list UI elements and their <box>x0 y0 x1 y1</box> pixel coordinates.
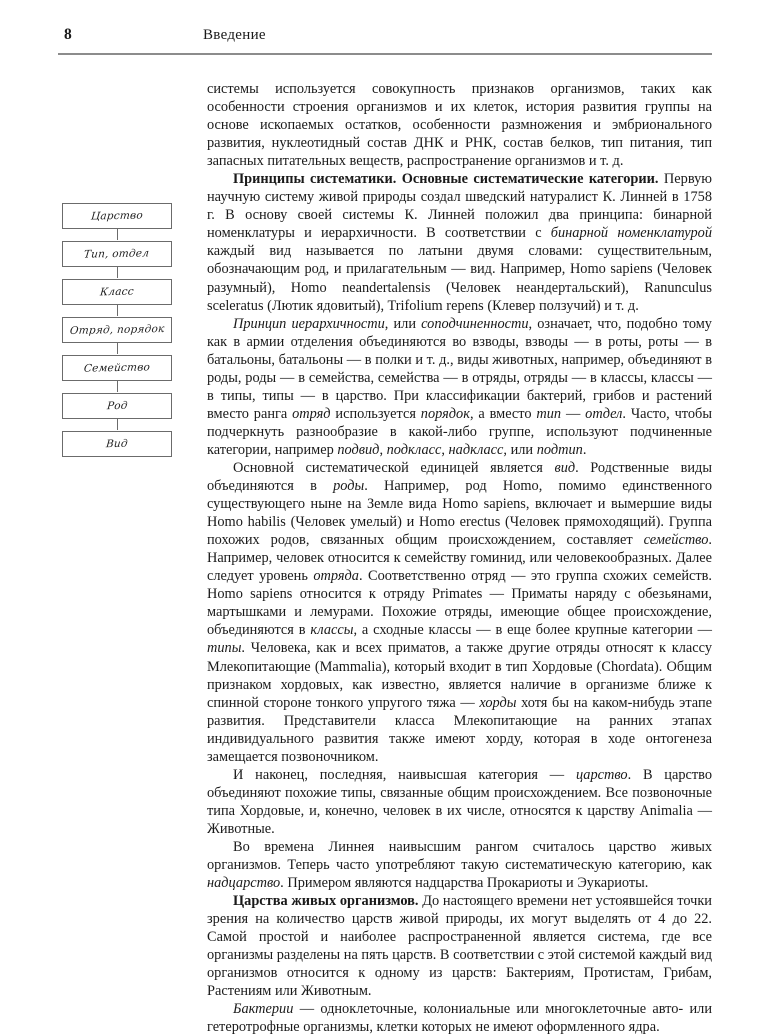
bold-run: Принципы систематики. Основные систематические категории. <box>233 171 659 188</box>
taxonomy-node <box>62 355 172 381</box>
taxonomy-node <box>62 431 172 457</box>
text-run: , или <box>503 441 537 458</box>
taxonomy-node-label: Класс <box>99 285 135 299</box>
page-title: Введение <box>203 27 266 43</box>
italic-run: порядок <box>420 405 470 422</box>
italic-run: классы <box>310 622 354 639</box>
taxonomy-connector-line <box>117 228 118 240</box>
bold-run: Царства живых организмов. <box>233 893 419 910</box>
text-run: . Например, человек относится к семейству гоминид, или человекообразных. Далее следует уровень <box>207 532 712 585</box>
text-run: . Соответственно отряд — это группа схожих семейств. Homo sapiens относится к отряду Primates — Приматы наряду с обезьянами, мартышками и лемурами. Похожие отряды, имеющие общее происхождение, объединяются в <box>207 568 712 639</box>
italic-run: Принцип иерархичности <box>233 315 385 332</box>
body-paragraph <box>207 315 712 459</box>
text-run: Первую научную систему живой природы создал шведский натуралист К. Линней в 1758 г. В основу своей системы К. Линней положил два принципа: бинарной номенклатуры и иерархичности. В соответствии с <box>207 171 712 242</box>
italic-run: подтип <box>536 441 583 458</box>
body-paragraph <box>207 170 712 314</box>
body-paragraph <box>207 459 712 766</box>
italic-run: семейство <box>643 532 709 549</box>
taxonomy-node <box>62 279 172 305</box>
text-run: . Примером являются надцарства Прокариоты и Эукариоты. <box>280 875 649 892</box>
header-divider <box>58 53 712 55</box>
text-run: — <box>561 405 586 422</box>
italic-run: отряд <box>292 405 331 422</box>
italic-run: надкласс <box>448 441 504 458</box>
italic-run: Бактерии <box>233 1001 294 1018</box>
taxonomy-connector-line <box>117 380 118 392</box>
italic-run: роды <box>333 478 365 495</box>
taxonomy-hierarchy-diagram <box>62 203 174 457</box>
text-run: , <box>441 441 449 458</box>
taxonomy-node-label: Семейство <box>83 361 151 375</box>
text-run: . <box>582 441 587 458</box>
body-paragraph <box>207 892 712 1000</box>
text-run: И наконец, последняя, наивысшая категория — <box>233 766 576 783</box>
text-run: . В царство объединяют похожие типы, связанные общим происхождением. Все позвоночные типа Хордовые, и, конечно, человек в их числе, относятся к царству Animalia — Животные. <box>207 766 713 837</box>
text-run: . Например, род Homo, помимо единственного существующего ныне на Земле вида Homo sapiens, включает и вымершие виды Homo habilis (Человек умелый) и Homo erectus (Человек прямоходящий). Группа похожих родов, связанных общим происхождением, составляет <box>207 478 712 549</box>
text-run: Основной систематической единицей является <box>233 459 555 476</box>
body-paragraph <box>207 838 712 892</box>
italic-run: надцарство <box>207 875 281 892</box>
text-run: До настоящего времени нет устоявшейся точки зрения на количество царств живой природы, их могут выделять от 4 до 22. Самой простой и наиболее распространенной является система, где все организмы разделены на пять царств. В соответствии с этой системой каждый вид организмов относится к одному из царств: Бактериям, Протистам, Грибам, Растениям или Животным. <box>207 893 712 1000</box>
taxonomy-node <box>62 203 172 229</box>
italic-run: хорды <box>479 694 517 711</box>
body-paragraph <box>207 80 712 170</box>
italic-run: подвид <box>337 441 380 458</box>
text-run: , означает, что, подобно тому как в армии отделения объединяются во взводы, взводы — в роты, роты — в батальоны, батальоны — в полки и т. д., виды животных, например, объединяют в роды, роды — в семейства, семейства — в отряды, отряды — в классы, классы — в типы, типы — в царство. При классификации бактерий, грибов и растений вместо ранга <box>207 315 712 422</box>
body-text-column <box>207 80 712 1036</box>
running-head <box>58 26 712 56</box>
text-run: . Человека, как и всех приматов, а также другие отряды относят к классу Млекопитающие (Mammalia), который входит в тип Хордовые (Chordata). Общим признаком хордовых, как известно, является наличие в организме ближе к спинной стороне тонкого упругого тяжа — <box>207 640 712 711</box>
body-paragraph <box>207 766 712 838</box>
taxonomy-node-label: Тип, отдел <box>83 247 151 261</box>
taxonomy-node <box>62 241 172 267</box>
italic-run: царство <box>575 766 628 783</box>
text-run: хотя бы на каком-нибудь этапе развития. Представители класса Млекопитающие на ранних этапах индивидуального развития также имеют хорду, которая в ходе онтогенеза замещается позвоночником. <box>207 694 712 765</box>
taxonomy-connector-line <box>117 304 118 316</box>
taxonomy-node <box>62 393 172 419</box>
body-paragraph <box>207 1000 712 1036</box>
italic-run: бинарной номенклатурой <box>550 225 712 242</box>
italic-run: соподчиненности <box>421 315 529 332</box>
text-run: каждый вид называется по латыни двумя словами: существительным, обозначающим род, и прилагательным — вид. Например, Homo sapiens (Человек разумный), Homo neandertalensis (Человек неандертальский), Ranunculus sceleratus (Лютик ядовитый), Trifolium repens (Клевер ползучий) и т. д. <box>207 243 712 314</box>
text-run: . Родственные виды объединяются в <box>207 459 712 495</box>
taxonomy-node-label: Вид <box>105 437 129 451</box>
italic-run: отряда <box>313 568 359 585</box>
italic-run: вид <box>554 459 576 476</box>
text-run: системы используется совокупность признаков организмов, таких как особенности строения организмов и их клеток, история развития группы на основе ископаемых остатков, особенности размножения и эмбрионального развития, нуклеотидный состав ДНК и РНК, состав белков, тип питания, тип запасных питательных веществ, распространение организмов и т. д. <box>207 81 712 170</box>
text-run: , а вместо <box>469 405 537 422</box>
taxonomy-connector-line <box>117 266 118 278</box>
text-run: , <box>379 441 387 458</box>
italic-run: подкласс <box>386 441 442 458</box>
text-run: используется <box>330 405 421 422</box>
taxonomy-node-label: Царство <box>90 209 144 223</box>
taxonomy-connector-line <box>117 342 118 354</box>
text-run: , а сходные классы — в еще более крупные категории — <box>353 622 712 639</box>
taxonomy-connector-line <box>117 418 118 430</box>
taxonomy-node-label: Отряд, порядок <box>69 323 165 337</box>
text-run: , или <box>384 315 422 332</box>
italic-run: тип <box>536 405 562 422</box>
text-run: Во времена Линнея наивысшим рангом считалось царство живых организмов. Теперь часто употребляют такую систематическую категорию, как <box>207 838 712 874</box>
text-run: — одноклеточные, колониальные или многоклеточные авто- или гетеротрофные организмы, клетки которых не имеют оформленного ядра. <box>207 1001 712 1036</box>
taxonomy-node-label: Род <box>106 399 128 413</box>
italic-run: типы <box>207 640 242 657</box>
page-number: 8 <box>64 26 72 43</box>
taxonomy-node <box>62 317 172 343</box>
italic-run: отдел <box>585 405 623 422</box>
text-run: . Часто, чтобы подчеркнуть разнообразие в какой-либо группе, используют подчиненные категории, например <box>207 405 712 458</box>
